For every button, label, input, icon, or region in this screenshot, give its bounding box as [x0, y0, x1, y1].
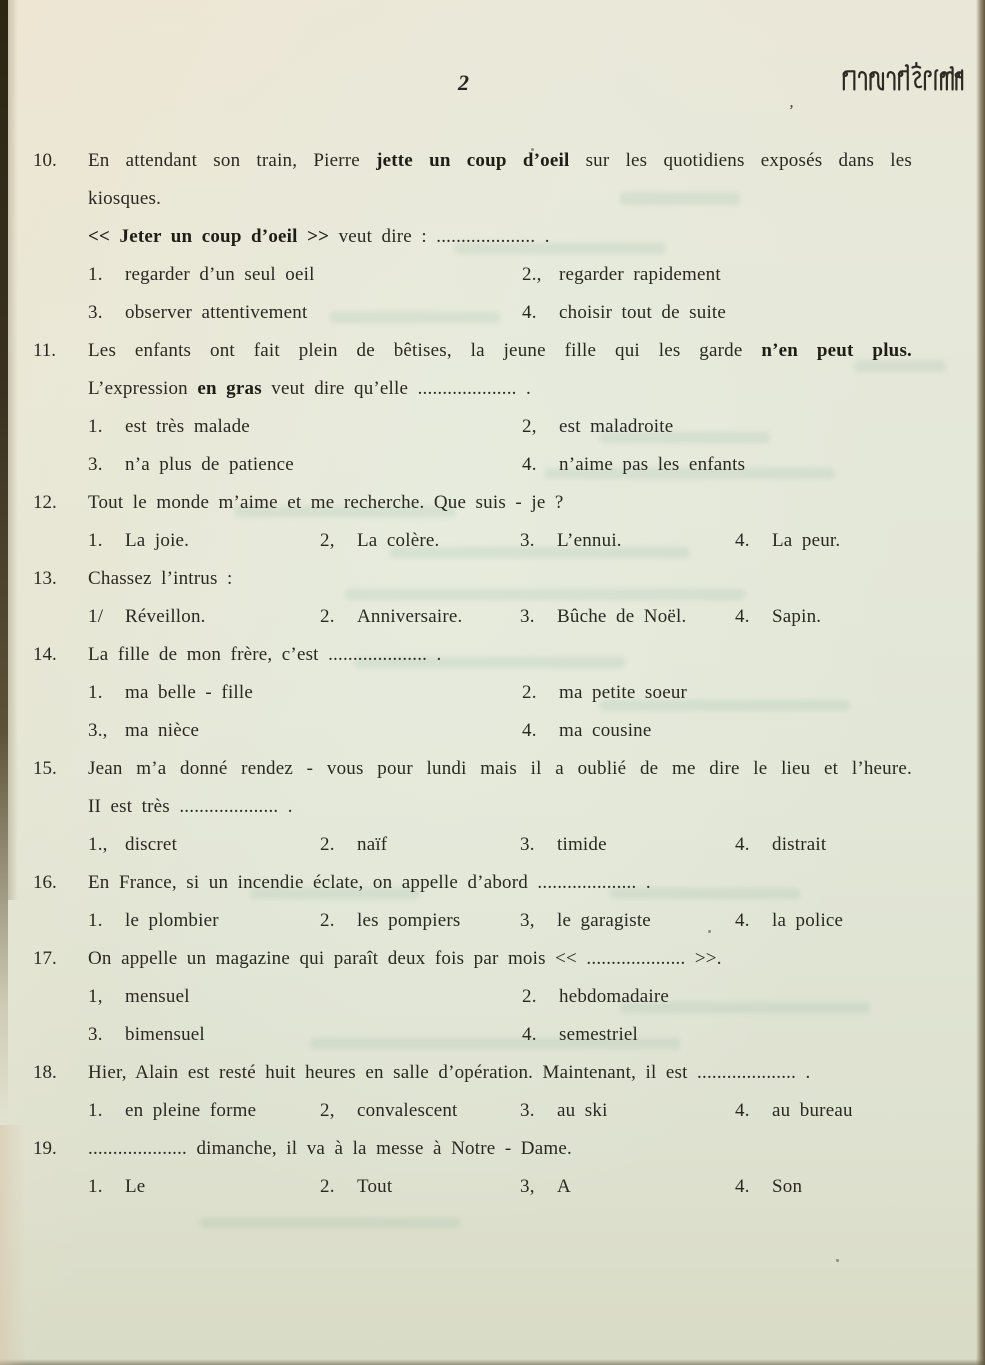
option-number: 2. [320, 606, 335, 627]
option-number: 1. [88, 530, 103, 551]
option [522, 674, 687, 712]
text-segment: Les enfants ont fait plein de bêtises, la jeune fille qui les garde [88, 340, 762, 361]
option [735, 522, 840, 560]
option-number: 2. [320, 834, 335, 855]
option-label: ma cousine [559, 720, 652, 741]
option-label: la police [772, 910, 844, 931]
option-number: 1. [88, 1100, 103, 1121]
option [88, 1016, 205, 1054]
option-number: 4. [522, 454, 537, 475]
bleed-through-artifact [200, 1218, 460, 1228]
option [522, 978, 669, 1016]
question [0, 560, 985, 636]
option-label: semestriel [559, 1024, 639, 1045]
text-segment: En France, si un incendie éclate, on appelle d’abord .................... . [88, 872, 651, 893]
option-label: ma petite soeur [559, 682, 688, 703]
option-number: 2. [522, 682, 537, 703]
question-line [88, 788, 912, 826]
option-label: n’aime pas les enfants [559, 454, 746, 475]
option [88, 1092, 256, 1130]
option [522, 446, 745, 484]
stray-ink-mark: , [788, 91, 796, 112]
option-label: Anniversaire. [357, 606, 463, 627]
bold-text-segment: en gras [197, 378, 262, 399]
question [0, 940, 985, 1054]
option [520, 902, 651, 940]
option [88, 902, 219, 940]
option-number: 1/ [88, 606, 104, 627]
options-row [88, 826, 912, 864]
option-label: bimensuel [125, 1024, 205, 1045]
option [522, 256, 721, 294]
option-number: 3. [520, 606, 535, 627]
options-row [88, 1092, 912, 1130]
text-segment: La fille de mon frère, c’est .................... . [88, 644, 442, 665]
option-number: 4. [735, 530, 750, 551]
option-label: regarder d’un seul oeil [125, 264, 315, 285]
options-row [88, 598, 912, 636]
option-label: ma nièce [125, 720, 200, 741]
options-row [88, 256, 912, 294]
question [0, 142, 985, 332]
bold-text-segment: << Jeter un coup d’oeil >> [88, 226, 330, 247]
options-row [88, 522, 912, 560]
option-label: regarder rapidement [559, 264, 721, 285]
option [88, 674, 253, 712]
question-body [88, 484, 912, 560]
option-number: 2. [522, 986, 537, 1007]
option [735, 1168, 802, 1206]
option-label: est maladroite [559, 416, 674, 437]
option-label: observer attentivement [125, 302, 308, 323]
options-row [88, 1168, 912, 1206]
option [88, 712, 199, 750]
option-number: 3. [520, 530, 535, 551]
question-body [88, 636, 912, 750]
question-number: 10. [33, 150, 57, 171]
question-number: 17. [33, 948, 57, 969]
text-segment: Hier, Alain est resté huit heures en salle d’opération. Maintenant, il est .................... . [88, 1062, 811, 1083]
question-line [88, 332, 912, 370]
option [320, 1168, 392, 1206]
options-row [88, 408, 912, 446]
option-label: en pleine forme [125, 1100, 257, 1121]
text-segment: kiosques. [88, 188, 162, 209]
question-line [88, 560, 912, 598]
option [520, 598, 686, 636]
option-label: le plombier [125, 910, 219, 931]
option-number: 3. [88, 302, 103, 323]
option-label: hebdomadaire [559, 986, 670, 1007]
option-number: 4. [522, 1024, 537, 1045]
text-segment: sur les quotidiens exposés dans les [569, 150, 912, 171]
text-segment: Chassez l’intrus : [88, 568, 233, 589]
option-label: choisir tout de suite [559, 302, 727, 323]
text-segment: On appelle un magazine qui paraît deux fois par mois << .................... >>. [88, 948, 722, 969]
question-line [88, 864, 912, 902]
options-row [88, 978, 912, 1016]
option-label: ma belle - fille [125, 682, 254, 703]
option [320, 1092, 458, 1130]
option [320, 902, 460, 940]
question-number: 15. [33, 758, 57, 779]
option [88, 256, 315, 294]
option [88, 446, 294, 484]
question-number: 14. [33, 644, 57, 665]
questions [0, 142, 985, 1206]
option-number: 2, [320, 530, 335, 551]
scan-edge-bottom [0, 1359, 985, 1365]
text-segment: Jean m’a donné rendez - vous pour lundi mais il a oublié de me dire le lieu et l’heure. [88, 758, 912, 779]
thai-title [841, 62, 965, 94]
option-label: Le [125, 1176, 146, 1197]
option-label: mensuel [125, 986, 190, 1007]
question-line [88, 218, 912, 256]
option [520, 522, 622, 560]
option [735, 598, 821, 636]
option-label: Réveillon. [125, 606, 206, 627]
option-number: 3. [88, 454, 103, 475]
question [0, 1054, 985, 1130]
option-number: 3. [88, 1024, 103, 1045]
question [0, 864, 985, 940]
option-label: naïf [357, 834, 388, 855]
option-label: L’ennui. [557, 530, 622, 551]
question-number: 12. [33, 492, 57, 513]
option-label: discret [125, 834, 178, 855]
option-label: au ski [557, 1100, 608, 1121]
option-label: A [557, 1176, 571, 1197]
option-number: 3., [88, 720, 108, 741]
option-number: 4. [735, 910, 750, 931]
option-number: 1. [88, 1176, 103, 1197]
text-segment: veut dire qu’elle .................... . [261, 378, 531, 399]
option-number: 1. [88, 682, 103, 703]
options-row [88, 446, 912, 484]
option-number: 4. [735, 1176, 750, 1197]
text-segment: .................... dimanche, il va à la messe à Notre - Dame. [88, 1138, 572, 1159]
option-number: 3. [520, 1100, 535, 1121]
option-label: au bureau [772, 1100, 853, 1121]
text-segment: veut dire : .................... . [329, 226, 550, 247]
bold-text-segment: n’en peut plus. [761, 340, 912, 361]
options-row [88, 674, 912, 712]
option [88, 294, 307, 332]
option-number: 1. [88, 416, 103, 437]
question-number: 11. [33, 340, 57, 361]
question [0, 1130, 985, 1206]
question-body [88, 750, 912, 864]
paper-speck [836, 1259, 839, 1262]
text-segment: Tout le monde m’aime et me recherche. Que suis - je ? [88, 492, 564, 513]
option-label: n’a plus de patience [125, 454, 294, 475]
question-number: 16. [33, 872, 57, 893]
option-label: Bûche de Noël. [557, 606, 687, 627]
option [735, 826, 826, 864]
option [735, 1092, 853, 1130]
option-label: timide [557, 834, 607, 855]
question-body [88, 142, 912, 332]
question-line [88, 636, 912, 674]
question-body [88, 940, 912, 1054]
question-body [88, 332, 912, 484]
option [320, 598, 462, 636]
question-number: 13. [33, 568, 57, 589]
option [88, 1168, 145, 1206]
option-number: 2, [320, 1100, 335, 1121]
option-number: 2. [320, 1176, 335, 1197]
option-label: La joie. [125, 530, 190, 551]
options-row [88, 902, 912, 940]
option-label: est très malade [125, 416, 250, 437]
option-number: 3, [520, 1176, 535, 1197]
question [0, 332, 985, 484]
option-number: 4. [522, 302, 537, 323]
question [0, 636, 985, 750]
text-segment: L’expression [88, 378, 198, 399]
question-number: 19. [33, 1138, 57, 1159]
option-label: Tout [357, 1176, 393, 1197]
options-row [88, 294, 912, 332]
question [0, 484, 985, 560]
text-segment: II est très .................... . [88, 796, 293, 817]
option-number: 1. [88, 264, 103, 285]
bold-text-segment: jette un coup d’oeil [376, 150, 570, 171]
option [88, 826, 177, 864]
option [320, 522, 439, 560]
option-label: convalescent [357, 1100, 458, 1121]
question-line [88, 180, 912, 218]
option-number: 3. [520, 834, 535, 855]
option [735, 902, 843, 940]
option-number: 4. [522, 720, 537, 741]
thai-title-glyphs [841, 62, 965, 94]
option-number: 3, [520, 910, 535, 931]
option-number: 1., [88, 834, 108, 855]
option-number: 2. [320, 910, 335, 931]
page-number: 2 [458, 70, 469, 95]
option [88, 522, 189, 560]
options-row [88, 712, 912, 750]
option [520, 826, 607, 864]
option-label: le garagiste [557, 910, 651, 931]
option [88, 408, 250, 446]
option-number: 4. [735, 834, 750, 855]
question-body [88, 864, 912, 940]
question [0, 750, 985, 864]
question-number: 18. [33, 1062, 57, 1083]
question-line [88, 1054, 912, 1092]
option [88, 978, 190, 1016]
question-line [88, 750, 912, 788]
question-line [88, 940, 912, 978]
option [320, 826, 387, 864]
option-label: Sapin. [772, 606, 822, 627]
option [520, 1168, 571, 1206]
option-label: La colère. [357, 530, 440, 551]
option-number: 1. [88, 910, 103, 931]
option-label: Son [772, 1176, 803, 1197]
question-line [88, 142, 912, 180]
option [520, 1092, 608, 1130]
options-row [88, 1016, 912, 1054]
question-line [88, 370, 912, 408]
option [522, 1016, 638, 1054]
option-number: 4. [735, 606, 750, 627]
option [522, 294, 726, 332]
question-line [88, 484, 912, 522]
option-number: 2., [522, 264, 542, 285]
option [522, 712, 652, 750]
option-number: 4. [735, 1100, 750, 1121]
text-segment: En attendant son train, Pierre [88, 150, 377, 171]
question-body [88, 560, 912, 636]
option-label: les pompiers [357, 910, 461, 931]
question-body [88, 1130, 912, 1206]
option-label: distrait [772, 834, 827, 855]
question-line [88, 1130, 912, 1168]
option-number: 2, [522, 416, 537, 437]
question-body [88, 1054, 912, 1130]
option [522, 408, 673, 446]
option-number: 1, [88, 986, 103, 1007]
option-label: La peur. [772, 530, 841, 551]
option [88, 598, 206, 636]
